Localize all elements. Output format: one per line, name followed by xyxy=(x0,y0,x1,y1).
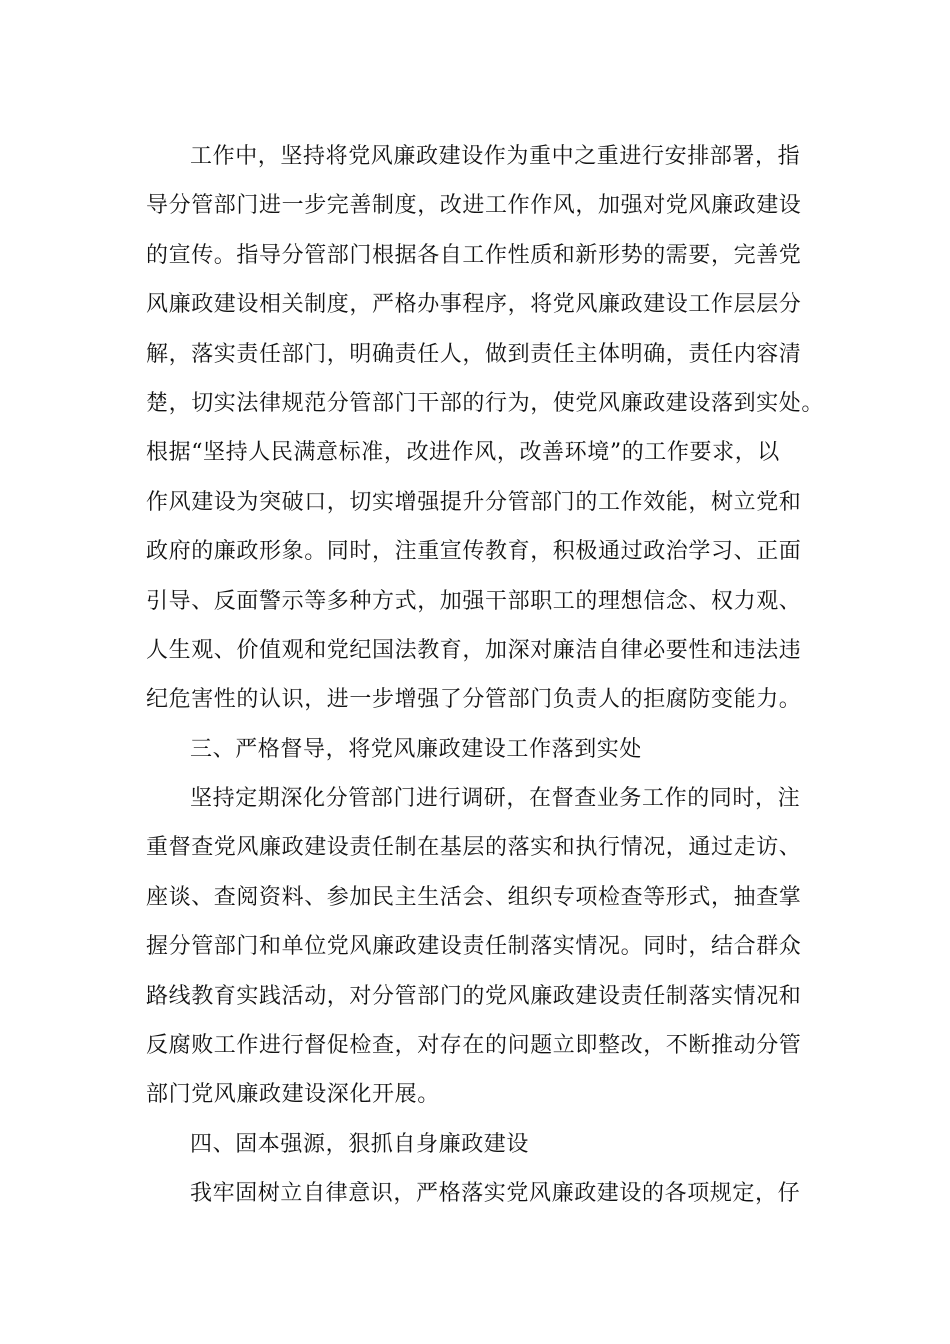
text-line: 重督查党风廉政建设责任制在基层的落实和执行情况，通过走访、 xyxy=(146,835,802,861)
text-line: 解，落实责任部门，明确责任人，做到责任主体明确，责任内容清 xyxy=(146,341,802,367)
text-line: 根据“坚持人民满意标准，改进作风，改善环境”的工作要求，以 xyxy=(146,440,780,466)
text-line: 作风建设为突破口，切实增强提升分管部门的工作效能，树立党和 xyxy=(146,489,802,515)
text-line: 导分管部门进一步完善制度，改进工作作风，加强对党风廉政建设 xyxy=(146,193,802,219)
text-line: 部门党风廉政建设深化开展。 xyxy=(146,1082,440,1108)
text-line: 风廉政建设相关制度，严格办事程序，将党风廉政建设工作层层分 xyxy=(146,292,802,318)
text-line: 座谈、查阅资料、参加民主生活会、组织专项检查等形式，抽查掌 xyxy=(146,884,802,910)
section-heading: 四、固本强源，狠抓自身廉政建设 xyxy=(190,1131,530,1157)
text-line: 路线教育实践活动，对分管部门的党风廉政建设责任制落实情况和 xyxy=(146,983,802,1009)
text-line: 纪危害性的认识，进一步增强了分管部门负责人的拒腐防变能力。 xyxy=(146,687,802,713)
text-line: 反腐败工作进行督促检查，对存在的问题立即整改，不断推动分管 xyxy=(146,1033,802,1059)
text-line: 工作中，坚持将党风廉政建设作为重中之重进行安排部署，指 xyxy=(190,144,801,169)
document-body xyxy=(146,132,825,1219)
section-heading: 三、严格督导，将党风廉政建设工作落到实处 xyxy=(190,736,643,762)
text-line: 引导、反面警示等多种方式，加强干部职工的理想信念、权力观、 xyxy=(146,588,802,614)
text-line: 政府的廉政形象。同时，注重宣传教育，积极通过政治学习、正面 xyxy=(146,539,802,565)
text-line: 坚持定期深化分管部门进行调研，在督查业务工作的同时，注 xyxy=(190,786,801,812)
text-line: 我牢固树立自律意识，严格落实党风廉政建设的各项规定，仔 xyxy=(190,1181,801,1207)
text-line: 楚，切实法律规范分管部门干部的行为，使党风廉政建设落到实处。 xyxy=(146,390,825,416)
text-line: 握分管部门和单位党风廉政建设责任制落实情况。同时，结合群众 xyxy=(146,934,802,960)
text-line: 的宣传。指导分管部门根据各自工作性质和新形势的需要，完善党 xyxy=(146,242,802,268)
text-line: 人生观、价值观和党纪国法教育，加深对廉洁自律必要性和违法违 xyxy=(146,637,802,663)
